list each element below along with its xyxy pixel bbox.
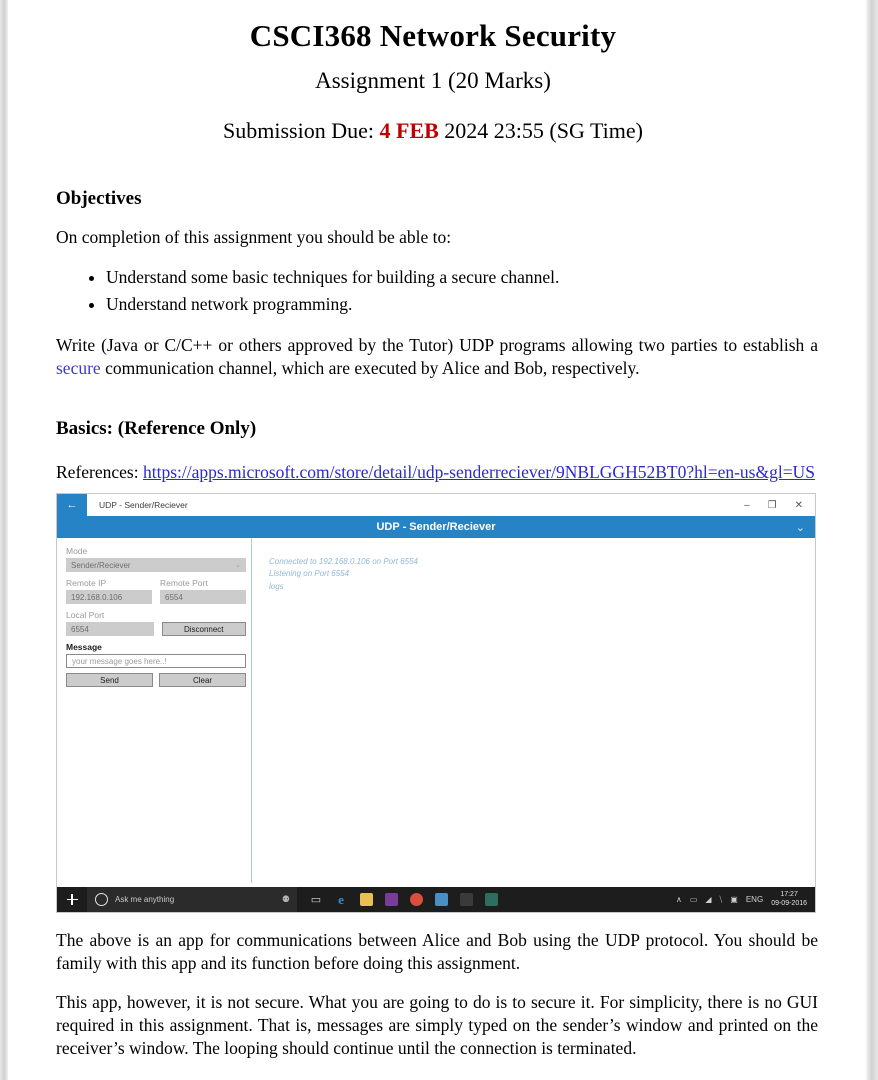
due-prefix: Submission Due: — [223, 118, 380, 143]
write-para-part1: Write (Java or C/C++ or others approved by the Tutor) UDP programs allowing two parties to establish a — [56, 334, 818, 355]
chevron-down-icon[interactable]: ⌄ — [795, 521, 805, 534]
remote-port-input[interactable]: 6554 — [160, 590, 246, 604]
local-port-input[interactable]: 6554 — [66, 622, 154, 636]
panel-divider — [251, 538, 252, 883]
connection-form — [66, 546, 246, 687]
log-line: Connected to 192.168.0.106 on Port 6554 — [269, 557, 419, 567]
objectives-heading: Objectives — [56, 188, 142, 209]
mode-value: Sender/Reciever — [71, 560, 131, 570]
clock[interactable] — [771, 891, 807, 907]
secure-keyword: secure — [56, 357, 101, 378]
close-icon[interactable]: ✕ — [794, 499, 803, 511]
taskbar-apps — [305, 887, 502, 912]
volume-icon[interactable]: ⧹ — [719, 894, 723, 904]
mode-select[interactable] — [66, 558, 246, 572]
paragraph-after-image: The above is an app for communications between Alice and Bob using the UDP protocol. You should be family with this app and its function before doing this assignment. — [56, 930, 818, 974]
disconnect-button[interactable]: Disconnect — [162, 622, 247, 636]
page-title: CSCI368 Network Security — [249, 18, 617, 53]
message-label: Message — [66, 642, 102, 653]
app-header-bar — [57, 516, 815, 538]
cortana-icon — [95, 893, 108, 906]
reference-url-link[interactable]: https://apps.microsoft.com/store/detail/udp-senderreciever/9NBLGGH52BT0?hl=en-us&gl=US — [142, 462, 815, 483]
file-explorer-icon[interactable] — [355, 887, 377, 912]
due-suffix: 2024 23:55 (SG Time) — [438, 118, 643, 143]
app-titlebar — [57, 494, 815, 516]
document-content — [8, 18, 866, 1061]
message-input[interactable]: your message goes here..! — [66, 654, 246, 668]
document-page — [8, 0, 866, 1080]
windows-logo-icon — [67, 894, 78, 905]
chevron-down-icon: ⌄ — [235, 562, 241, 570]
windows-taskbar — [57, 887, 815, 912]
edge-icon[interactable]: e — [338, 891, 344, 907]
paragraph-final: This app, however, it is not secure. What you are going to do is to secure it. For simplicity, there is no GUI required in this assignment. That is, messages are simply typed on the sender’s window and printed on the receiver’s window. The looping should continue until the connection is terminated. — [56, 992, 818, 1059]
local-port-row — [66, 622, 246, 642]
objectives-list — [48, 265, 818, 318]
teal-app-icon[interactable] — [480, 887, 502, 912]
udp-app-screenshot — [56, 493, 816, 913]
send-button[interactable]: Send — [66, 673, 153, 687]
search-placeholder: Ask me anything — [115, 895, 175, 905]
clock-time: 17:27 — [780, 891, 798, 899]
cortana-search-box[interactable] — [87, 887, 297, 912]
assignment-subtitle: Assignment 1 (20 Marks) — [315, 68, 551, 93]
start-button[interactable] — [57, 887, 87, 912]
task-view-icon[interactable]: ▭ — [310, 894, 322, 907]
submission-due-line — [48, 118, 818, 144]
write-programs-paragraph — [56, 334, 818, 380]
action-center-icon[interactable]: ▣ — [730, 895, 738, 905]
list-item: • Understand network programming. — [106, 292, 818, 317]
network-icon[interactable]: ▭ — [689, 895, 698, 905]
local-port-label: Local Port — [66, 610, 105, 621]
log-panel — [269, 556, 689, 593]
app-body — [57, 538, 815, 883]
objectives-intro: On completion of this assignment you should be able to: — [56, 227, 452, 247]
minimize-icon[interactable]: – — [744, 499, 750, 511]
maximize-icon[interactable]: ❐ — [767, 499, 777, 511]
page-right-edge — [866, 0, 878, 1080]
app-header-title: UDP - Sender/Reciever — [376, 521, 496, 534]
log-line: logs — [269, 581, 284, 591]
remote-port-label: Remote Port — [160, 578, 208, 589]
back-arrow-icon[interactable]: ← — [57, 494, 87, 516]
remote-row-fields — [66, 590, 246, 610]
microphone-icon[interactable]: ⚉ — [281, 894, 290, 905]
page-left-edge — [0, 0, 8, 1080]
references-line — [56, 462, 818, 483]
due-date: 4 FEB — [379, 118, 439, 143]
visual-studio-icon[interactable] — [380, 887, 402, 912]
onenote-icon[interactable] — [430, 887, 452, 912]
remote-ip-label: Remote IP — [66, 578, 107, 589]
remote-ip-input[interactable]: 192.168.0.106 — [66, 590, 152, 604]
wireshark-icon[interactable] — [455, 887, 477, 912]
tray-chevron-icon[interactable]: ∧ — [675, 895, 682, 905]
system-tray — [676, 891, 815, 907]
chrome-icon[interactable] — [405, 887, 427, 912]
log-line: Listening on Port 6554 — [269, 569, 350, 579]
basics-heading: Basics: (Reference Only) — [56, 418, 257, 440]
battery-icon[interactable]: ◢ — [705, 895, 712, 905]
clear-button[interactable]: Clear — [159, 673, 246, 687]
remote-row-labels — [66, 578, 246, 590]
write-para-part2: communication channel, which are executed by Alice and Bob, respectively. — [100, 357, 640, 378]
list-item: • Understand some basic techniques for building a secure channel. — [106, 265, 818, 290]
clock-date: 09-09-2016 — [771, 899, 807, 907]
window-title: UDP - Sender/Reciever — [99, 500, 188, 511]
language-indicator[interactable]: ENG — [745, 895, 764, 905]
mode-label: Mode — [66, 546, 88, 557]
references-label: References: — [56, 462, 143, 483]
window-controls — [744, 500, 815, 511]
message-buttons — [66, 673, 246, 687]
